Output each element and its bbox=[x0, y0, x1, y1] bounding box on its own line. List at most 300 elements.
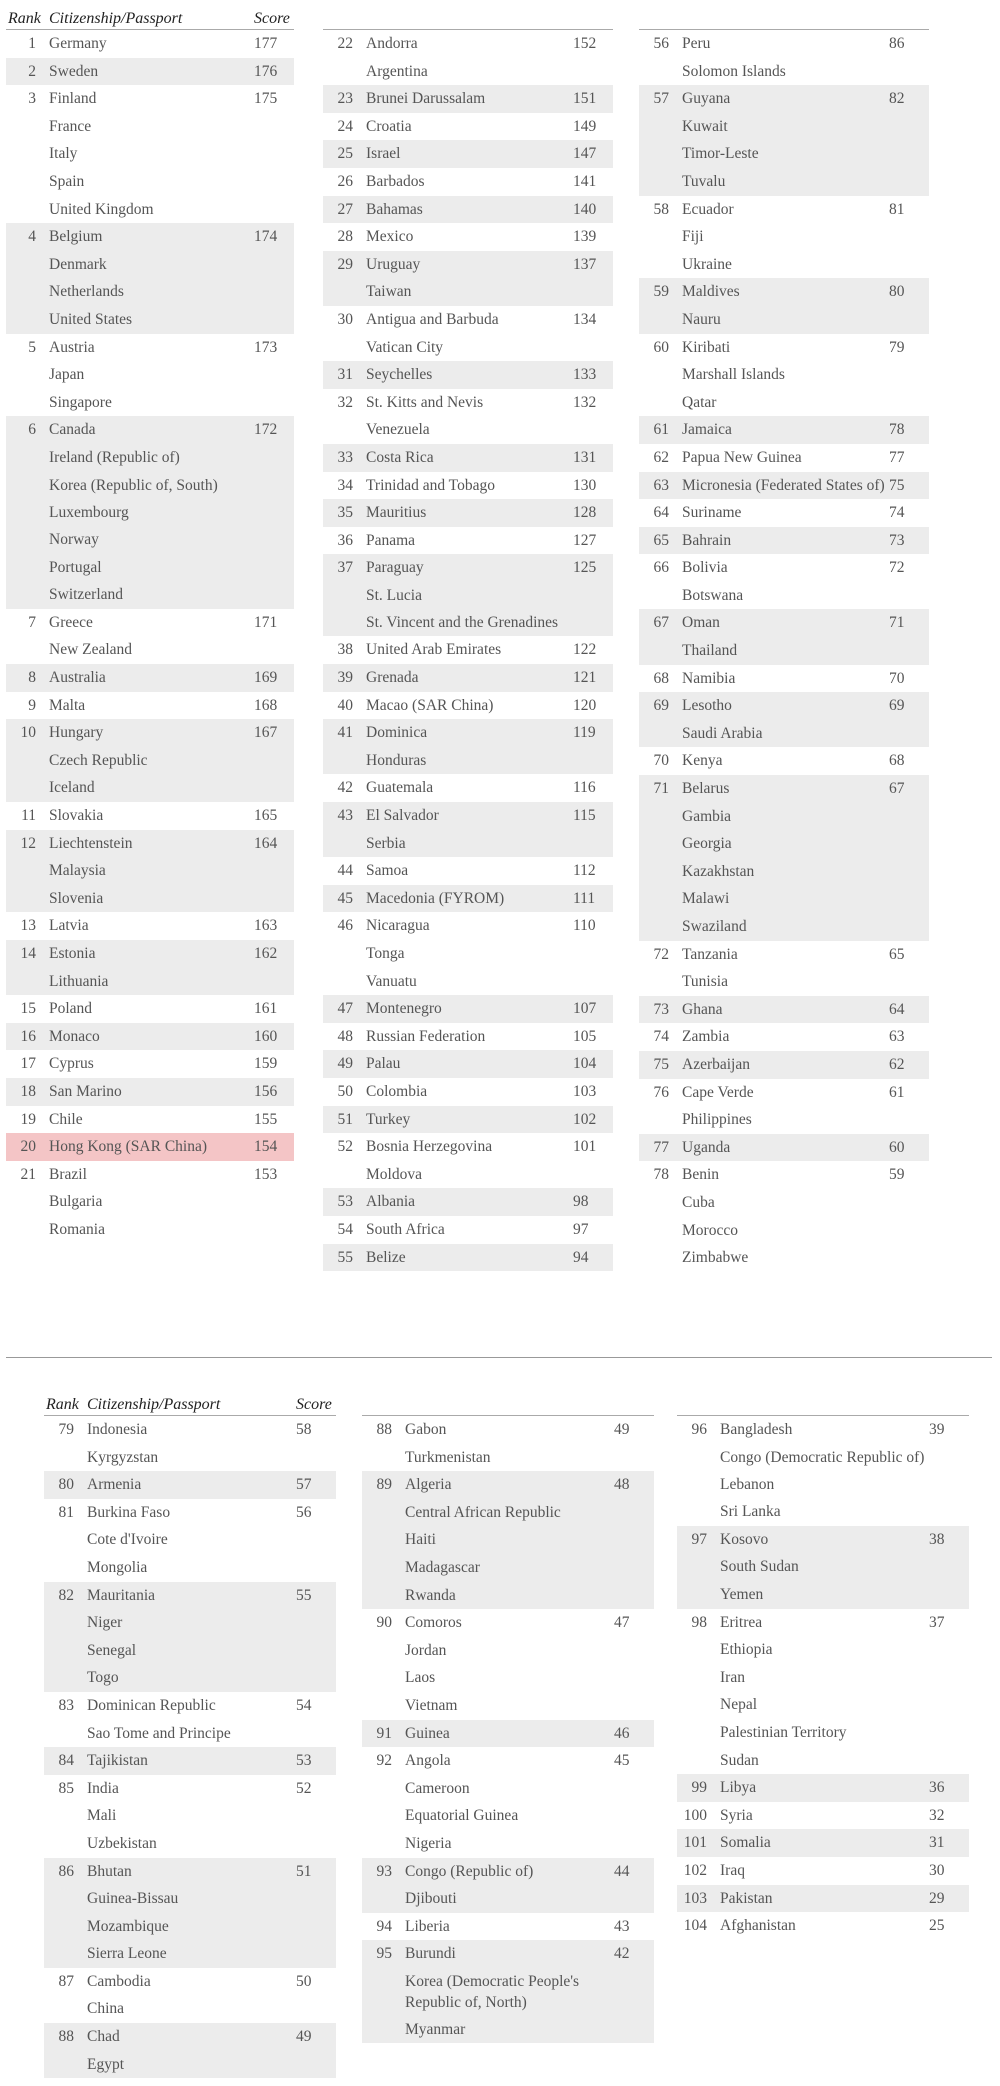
score-cell: 59 bbox=[889, 1166, 905, 1184]
score-cell bbox=[889, 168, 929, 196]
table-row bbox=[639, 996, 929, 1024]
country-cell: Nepal bbox=[720, 1696, 758, 1714]
rank-cell bbox=[6, 1188, 49, 1216]
table-row bbox=[323, 1133, 613, 1161]
table-row bbox=[362, 1554, 654, 1582]
country-cell: Brunei Darussalam bbox=[366, 90, 486, 108]
rank-cell: 38 bbox=[337, 641, 353, 659]
country-cell: Sudan bbox=[720, 1751, 759, 1769]
table-row bbox=[639, 472, 929, 500]
country-cell: Sierra Leone bbox=[87, 1945, 167, 1963]
rank-cell: 49 bbox=[337, 1055, 353, 1073]
score-cell: 60 bbox=[889, 1138, 905, 1156]
country-cell: Japan bbox=[49, 366, 85, 384]
score-cell: 115 bbox=[573, 807, 596, 825]
rank-header: Rank bbox=[8, 10, 41, 27]
rank-cell: 73 bbox=[653, 1000, 669, 1018]
table-row bbox=[677, 1719, 969, 1747]
rank-cell: 48 bbox=[337, 1027, 353, 1045]
table-row bbox=[6, 30, 294, 58]
rank-cell bbox=[6, 168, 49, 196]
table-row bbox=[44, 2051, 336, 2079]
score-cell bbox=[889, 140, 929, 168]
rank-cell bbox=[362, 1444, 405, 1472]
score-cell: 174 bbox=[254, 228, 278, 246]
country-cell: Belarus bbox=[682, 780, 730, 798]
country-cell: Fiji bbox=[682, 228, 704, 246]
rank-cell bbox=[44, 1526, 87, 1554]
score-cell bbox=[889, 1244, 929, 1272]
country-cell: Canada bbox=[49, 421, 96, 439]
score-cell bbox=[254, 526, 294, 554]
country-cell: Togo bbox=[87, 1669, 119, 1687]
score-cell bbox=[614, 1830, 654, 1858]
score-cell bbox=[254, 361, 294, 389]
ranking-rows bbox=[6, 30, 294, 1244]
rank-cell: 17 bbox=[20, 1055, 36, 1073]
rank-cell: 74 bbox=[653, 1028, 669, 1046]
country-cell: United Kingdom bbox=[49, 200, 154, 218]
rank-cell bbox=[44, 1720, 87, 1748]
score-cell bbox=[573, 609, 613, 636]
rank-cell bbox=[44, 1802, 87, 1830]
table-row bbox=[677, 1416, 969, 1444]
table-row bbox=[323, 58, 613, 86]
rank-cell bbox=[639, 858, 682, 886]
score-cell: 152 bbox=[573, 35, 597, 52]
score-cell: 25 bbox=[929, 1917, 945, 1935]
score-cell bbox=[573, 830, 613, 858]
rank-cell: 3 bbox=[28, 90, 36, 108]
score-cell bbox=[614, 1554, 654, 1582]
rank-cell: 30 bbox=[337, 310, 353, 328]
rank-cell bbox=[6, 885, 49, 913]
rank-cell: 36 bbox=[337, 531, 353, 549]
rank-cell: 68 bbox=[653, 669, 669, 687]
table-row bbox=[677, 1609, 969, 1637]
rank-cell: 40 bbox=[337, 696, 353, 714]
rank-cell bbox=[6, 278, 49, 306]
table-row bbox=[323, 140, 613, 168]
table-row bbox=[639, 665, 929, 693]
rank-cell bbox=[639, 140, 682, 168]
table-row bbox=[677, 1747, 969, 1775]
table-row bbox=[44, 1747, 336, 1775]
rank-cell bbox=[639, 1106, 682, 1134]
table-row bbox=[323, 609, 613, 636]
country-cell: Serbia bbox=[366, 834, 406, 852]
score-cell bbox=[889, 58, 929, 86]
rank-cell: 28 bbox=[337, 228, 353, 246]
table-row bbox=[6, 85, 294, 113]
rank-cell: 63 bbox=[653, 476, 669, 494]
score-cell: 137 bbox=[573, 255, 597, 273]
country-cell: Albania bbox=[366, 1193, 416, 1211]
table-row bbox=[6, 692, 294, 720]
score-cell: 134 bbox=[573, 310, 597, 328]
rank-cell bbox=[6, 389, 49, 417]
score-cell: 127 bbox=[573, 531, 597, 549]
country-cell: Samoa bbox=[366, 862, 409, 880]
rank-cell: 13 bbox=[20, 917, 36, 935]
rank-cell bbox=[44, 1609, 87, 1637]
score-cell bbox=[254, 306, 294, 334]
rank-cell bbox=[677, 1553, 720, 1581]
table-row bbox=[6, 995, 294, 1023]
country-header: Citizenship/Passport bbox=[49, 10, 183, 27]
score-cell: 75 bbox=[889, 476, 905, 494]
table-row bbox=[323, 334, 613, 362]
score-cell bbox=[614, 1582, 654, 1610]
country-cell: Palau bbox=[366, 1055, 401, 1073]
table-row bbox=[323, 1050, 613, 1078]
country-cell: Solomon Islands bbox=[682, 62, 786, 80]
country-cell: Venezuela bbox=[366, 421, 430, 439]
rank-cell bbox=[6, 1216, 49, 1244]
score-cell bbox=[889, 968, 929, 996]
score-cell bbox=[254, 168, 294, 196]
table-row bbox=[362, 1582, 654, 1610]
rank-cell bbox=[44, 1444, 87, 1472]
country-cell: Bangladesh bbox=[720, 1421, 793, 1438]
rank-cell bbox=[323, 1161, 366, 1189]
rank-cell bbox=[677, 1664, 720, 1692]
table-row bbox=[639, 968, 929, 996]
country-cell: Bolivia bbox=[682, 559, 728, 577]
table-row bbox=[639, 58, 929, 86]
rank-cell: 97 bbox=[691, 1530, 707, 1548]
country-cell: Korea (Republic of, South) bbox=[49, 476, 218, 494]
table-row bbox=[362, 1858, 654, 1886]
column-header-blank bbox=[323, 0, 613, 30]
table-row bbox=[6, 968, 294, 996]
rank-cell: 53 bbox=[337, 1193, 353, 1211]
country-cell: Finland bbox=[49, 90, 97, 108]
rank-cell bbox=[44, 1885, 87, 1913]
rank-cell bbox=[323, 58, 366, 86]
country-cell: Zambia bbox=[682, 1028, 730, 1046]
section-divider bbox=[6, 1357, 992, 1358]
rank-cell: 104 bbox=[683, 1917, 707, 1935]
rank-cell: 101 bbox=[683, 1834, 707, 1852]
table-row bbox=[323, 912, 613, 940]
country-cell: Moldova bbox=[366, 1165, 422, 1183]
rank-cell bbox=[44, 1940, 87, 1968]
country-cell: South Africa bbox=[366, 1220, 445, 1238]
table-row bbox=[323, 968, 613, 996]
score-cell bbox=[929, 1636, 969, 1664]
country-cell: St. Vincent and the Grenadines bbox=[366, 614, 559, 632]
rank-cell bbox=[639, 168, 682, 196]
score-cell: 69 bbox=[889, 697, 905, 715]
table-row bbox=[323, 1216, 613, 1244]
score-cell: 162 bbox=[254, 945, 278, 962]
score-cell bbox=[614, 1692, 654, 1720]
country-cell: Tonga bbox=[366, 945, 405, 962]
table-row bbox=[6, 306, 294, 334]
table-row bbox=[362, 1526, 654, 1554]
rank-cell: 16 bbox=[20, 1027, 36, 1045]
score-cell bbox=[573, 58, 613, 86]
table-row bbox=[323, 168, 613, 196]
country-cell: Cyprus bbox=[49, 1055, 94, 1073]
score-cell: 161 bbox=[254, 1000, 278, 1018]
table-row bbox=[44, 1830, 336, 1858]
table-row bbox=[677, 1471, 969, 1499]
table-row bbox=[6, 747, 294, 775]
score-cell bbox=[614, 1775, 654, 1803]
table-row bbox=[323, 1188, 613, 1216]
country-cell: Guyana bbox=[682, 90, 731, 108]
score-cell bbox=[296, 1664, 336, 1692]
score-cell bbox=[929, 1581, 969, 1609]
country-cell: Angola bbox=[405, 1752, 451, 1770]
country-cell: Italy bbox=[49, 145, 78, 163]
rank-cell: 56 bbox=[653, 35, 669, 52]
rank-cell: 52 bbox=[337, 1138, 353, 1156]
table-row bbox=[323, 940, 613, 968]
country-cell: Botswana bbox=[682, 586, 744, 604]
score-cell bbox=[296, 1802, 336, 1830]
table-row bbox=[677, 1581, 969, 1609]
table-row bbox=[323, 995, 613, 1023]
country-cell: China bbox=[87, 2000, 125, 2018]
table-row bbox=[323, 885, 613, 913]
rank-cell bbox=[323, 278, 366, 306]
score-cell: 30 bbox=[929, 1861, 945, 1879]
country-cell: Grenada bbox=[366, 669, 419, 687]
ranking-rows bbox=[677, 1416, 969, 1940]
country-cell: Rwanda bbox=[405, 1586, 456, 1604]
country-cell: United States bbox=[49, 310, 133, 328]
score-cell: 110 bbox=[573, 917, 596, 935]
table-row bbox=[44, 1416, 336, 1444]
table-row bbox=[323, 1078, 613, 1106]
table-row bbox=[323, 444, 613, 472]
score-cell: 47 bbox=[614, 1614, 630, 1632]
country-cell: Hong Kong (SAR China) bbox=[49, 1138, 208, 1156]
country-cell: Yemen bbox=[720, 1585, 764, 1603]
table-row bbox=[6, 499, 294, 527]
country-cell: Belgium bbox=[49, 228, 103, 246]
rank-cell: 77 bbox=[653, 1138, 669, 1156]
country-cell: Kenya bbox=[682, 752, 723, 770]
rank-cell: 66 bbox=[653, 559, 669, 577]
country-cell: Kuwait bbox=[682, 117, 728, 135]
score-cell bbox=[889, 885, 929, 913]
table-row bbox=[639, 168, 929, 196]
table-row bbox=[6, 1078, 294, 1106]
ranking-column-1 bbox=[6, 0, 294, 1244]
score-cell bbox=[254, 444, 294, 472]
score-cell: 165 bbox=[254, 807, 278, 825]
rank-cell bbox=[639, 58, 682, 86]
country-cell: Cuba bbox=[682, 1193, 715, 1211]
score-cell: 121 bbox=[573, 669, 597, 687]
score-cell bbox=[573, 747, 613, 775]
country-cell: Palestinian Territory bbox=[720, 1723, 847, 1741]
rank-cell: 34 bbox=[337, 476, 353, 494]
table-row bbox=[639, 803, 929, 831]
table-row bbox=[6, 609, 294, 637]
rank-cell: 33 bbox=[337, 448, 353, 466]
country-cell: Cote d'Ivoire bbox=[87, 1531, 168, 1549]
country-cell: Afghanistan bbox=[720, 1917, 796, 1935]
rank-header: Rank bbox=[46, 1396, 79, 1413]
rank-cell: 72 bbox=[653, 945, 669, 963]
rank-cell: 15 bbox=[20, 1000, 36, 1018]
rank-cell bbox=[44, 1995, 87, 2023]
score-cell bbox=[254, 554, 294, 582]
rank-cell: 90 bbox=[376, 1614, 392, 1632]
score-cell: 122 bbox=[573, 641, 597, 659]
country-cell: Nigeria bbox=[405, 1834, 452, 1852]
table-row bbox=[323, 278, 613, 306]
country-cell: Myanmar bbox=[405, 2020, 466, 2038]
score-cell: 51 bbox=[296, 1862, 312, 1880]
table-row bbox=[6, 1050, 294, 1078]
score-cell bbox=[889, 306, 929, 334]
table-row bbox=[323, 1244, 613, 1272]
rank-cell: 99 bbox=[691, 1779, 707, 1797]
rank-cell bbox=[362, 2016, 405, 2044]
rank-cell: 26 bbox=[337, 172, 353, 190]
country-cell: Gambia bbox=[682, 807, 732, 825]
score-cell bbox=[889, 720, 929, 748]
country-cell: Syria bbox=[720, 1806, 753, 1824]
table-row bbox=[6, 719, 294, 747]
score-cell bbox=[614, 1637, 654, 1665]
score-cell bbox=[889, 637, 929, 665]
table-row bbox=[323, 636, 613, 664]
table-row bbox=[323, 1023, 613, 1051]
country-cell: Liberia bbox=[405, 1917, 450, 1935]
table-row bbox=[323, 582, 613, 610]
table-row bbox=[44, 1444, 336, 1472]
rank-cell: 25 bbox=[337, 145, 353, 163]
score-cell: 107 bbox=[573, 1000, 597, 1018]
country-cell: Gabon bbox=[405, 1421, 447, 1438]
country-cell: Bosnia Herzegovina bbox=[366, 1138, 493, 1156]
rank-cell: 69 bbox=[653, 697, 669, 715]
score-cell bbox=[254, 968, 294, 996]
country-cell: Azerbaijan bbox=[682, 1055, 750, 1073]
rank-cell bbox=[639, 361, 682, 389]
rank-cell bbox=[639, 1189, 682, 1217]
score-cell: 111 bbox=[573, 889, 596, 907]
country-cell: Madagascar bbox=[405, 1558, 480, 1576]
rank-cell bbox=[639, 223, 682, 251]
score-cell bbox=[889, 113, 929, 141]
country-cell: Nauru bbox=[682, 310, 721, 328]
table-row bbox=[323, 361, 613, 389]
table-row bbox=[44, 1940, 336, 1968]
country-cell: Ethiopia bbox=[720, 1641, 773, 1659]
score-cell: 58 bbox=[296, 1421, 312, 1438]
rank-cell bbox=[6, 968, 49, 996]
table-row bbox=[44, 1968, 336, 1996]
score-cell bbox=[296, 1885, 336, 1913]
score-cell bbox=[929, 1553, 969, 1581]
score-cell: 78 bbox=[889, 421, 905, 439]
table-row bbox=[44, 1913, 336, 1941]
score-cell: 65 bbox=[889, 945, 905, 963]
table-row bbox=[6, 278, 294, 306]
score-cell: 61 bbox=[889, 1083, 905, 1101]
country-cell: Mozambique bbox=[87, 1917, 169, 1935]
country-cell: Vietnam bbox=[405, 1696, 458, 1714]
rank-cell: 89 bbox=[376, 1476, 392, 1494]
country-cell: Guinea bbox=[405, 1724, 450, 1742]
score-cell: 163 bbox=[254, 917, 278, 935]
table-row bbox=[362, 1692, 654, 1720]
table-row bbox=[639, 775, 929, 803]
country-cell: Bulgaria bbox=[49, 1193, 103, 1211]
country-cell: Liechtenstein bbox=[49, 834, 133, 852]
rank-cell bbox=[362, 1526, 405, 1554]
rank-cell: 100 bbox=[683, 1806, 707, 1824]
table-row bbox=[639, 1079, 929, 1107]
country-cell: Georgia bbox=[682, 835, 732, 853]
country-cell: Croatia bbox=[366, 117, 412, 135]
country-cell: Morocco bbox=[682, 1221, 738, 1239]
country-cell: Dominican Republic bbox=[87, 1696, 216, 1714]
rank-cell bbox=[677, 1471, 720, 1499]
rank-cell: 35 bbox=[337, 504, 353, 522]
rank-cell: 37 bbox=[337, 559, 353, 577]
country-cell: Belize bbox=[366, 1248, 406, 1266]
table-row bbox=[639, 527, 929, 555]
rank-cell bbox=[362, 1637, 405, 1665]
country-cell: Costa Rica bbox=[366, 448, 434, 466]
table-row bbox=[6, 1216, 294, 1244]
table-row bbox=[44, 2023, 336, 2051]
country-cell: Ecuador bbox=[682, 200, 734, 218]
country-cell: Estonia bbox=[49, 945, 96, 962]
table-row bbox=[6, 581, 294, 609]
country-cell: Namibia bbox=[682, 669, 736, 687]
rank-cell bbox=[6, 444, 49, 472]
rank-cell: 45 bbox=[337, 889, 353, 907]
country-cell: Burkina Faso bbox=[87, 1503, 171, 1521]
score-cell bbox=[254, 140, 294, 168]
score-cell: 172 bbox=[254, 421, 278, 439]
rank-cell bbox=[677, 1719, 720, 1747]
rank-cell: 75 bbox=[653, 1055, 669, 1073]
score-cell: 82 bbox=[889, 90, 905, 108]
table-row bbox=[323, 389, 613, 417]
rank-cell bbox=[362, 1802, 405, 1830]
table-row bbox=[44, 1885, 336, 1913]
country-cell: Bhutan bbox=[87, 1862, 132, 1880]
country-cell: Iran bbox=[720, 1668, 745, 1686]
table-row bbox=[639, 306, 929, 334]
country-cell: Lebanon bbox=[720, 1475, 775, 1493]
table-row bbox=[639, 830, 929, 858]
score-cell: 173 bbox=[254, 338, 278, 356]
table-row bbox=[639, 885, 929, 913]
table-row bbox=[44, 1775, 336, 1803]
score-cell: 63 bbox=[889, 1028, 905, 1046]
score-cell bbox=[573, 968, 613, 996]
table-row bbox=[6, 334, 294, 362]
country-cell: Senegal bbox=[87, 1641, 137, 1659]
table-row bbox=[6, 389, 294, 417]
score-cell: 149 bbox=[573, 117, 597, 135]
score-cell: 147 bbox=[573, 145, 597, 163]
country-cell: Algeria bbox=[405, 1476, 452, 1494]
score-cell: 70 bbox=[889, 669, 905, 687]
